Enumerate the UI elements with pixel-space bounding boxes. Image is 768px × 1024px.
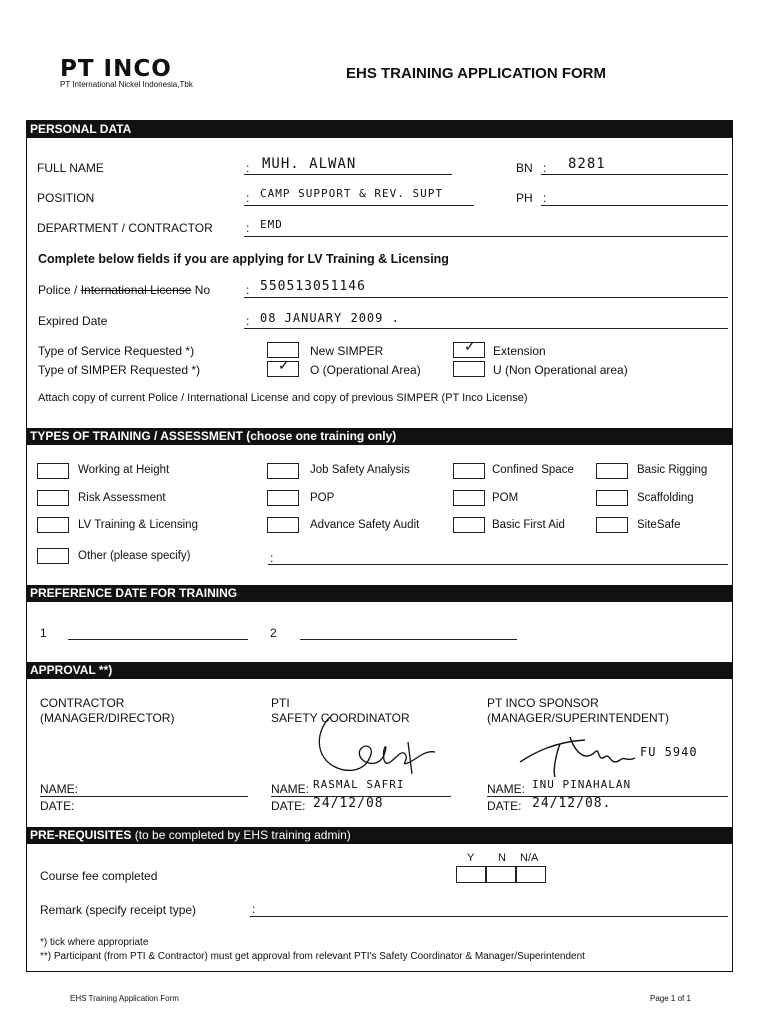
- yes-header: Y: [467, 852, 475, 864]
- training-checkbox[interactable]: [453, 490, 485, 506]
- training-option-label: POM: [492, 492, 519, 504]
- colon: :: [252, 902, 256, 916]
- training-option-label: Advance Safety Audit: [310, 519, 420, 531]
- course-fee-na-box[interactable]: [516, 866, 546, 883]
- training-checkbox[interactable]: [596, 463, 628, 479]
- full-name-line: [244, 174, 452, 175]
- footnote-tick: *) tick where appropriate: [40, 937, 149, 948]
- position-label: POSITION: [37, 191, 95, 205]
- section-title: APPROVAL **): [30, 663, 113, 677]
- department-label: DEPARTMENT / CONTRACTOR: [37, 221, 213, 235]
- ph-line: [541, 205, 728, 206]
- colon: :: [270, 551, 274, 565]
- training-checkbox[interactable]: [37, 463, 69, 479]
- sponsor-signature-note: FU 5940: [640, 745, 698, 759]
- contractor-name-label: NAME:: [40, 782, 79, 796]
- training-checkbox[interactable]: [453, 463, 485, 479]
- training-option-label: Basic First Aid: [492, 519, 565, 531]
- expired-date-label: Expired Date: [38, 314, 108, 328]
- preference-date-1-label: 1: [40, 626, 47, 640]
- form-title: EHS TRAINING APPLICATION FORM: [346, 65, 606, 82]
- police-label-part: Police /: [38, 283, 81, 297]
- colon: :: [246, 161, 250, 175]
- training-option-label: Confined Space: [492, 464, 574, 476]
- police-license-value[interactable]: 550513051146: [260, 279, 366, 294]
- training-option-label: POP: [310, 492, 335, 504]
- extension-checkbox[interactable]: [453, 338, 485, 358]
- new-simper-label: New SIMPER: [310, 344, 384, 358]
- training-checkbox[interactable]: [267, 463, 299, 479]
- contractor-title: CONTRACTOR: [40, 696, 125, 710]
- other-training-checkbox[interactable]: [37, 548, 69, 564]
- section-title: TYPES OF TRAINING / ASSESSMENT: [30, 429, 243, 443]
- training-checkbox[interactable]: [267, 490, 299, 506]
- section-prerequisites: [26, 827, 733, 844]
- ph-label: PH: [516, 191, 533, 205]
- bn-label: BN: [516, 161, 533, 175]
- pti-title: PTI: [271, 696, 290, 710]
- section-title: PERSONAL DATA: [30, 122, 132, 136]
- other-training-label: Other (please specify): [78, 550, 191, 562]
- section-note: (to be completed by EHS training admin): [131, 828, 351, 842]
- department-value[interactable]: EMD: [260, 218, 283, 231]
- sponsor-name-label: NAME:: [487, 782, 526, 796]
- service-type-label: Type of Service Requested *): [38, 344, 195, 358]
- operational-area-checkbox[interactable]: [267, 357, 299, 377]
- section-title: PRE-REQUISITES: [30, 828, 132, 842]
- company-logo: PT INCO: [60, 56, 172, 82]
- simper-type-label: Type of SIMPER Requested *): [38, 363, 201, 377]
- footer-left: EHS Training Application Form: [70, 994, 179, 1003]
- training-option-label: Working at Height: [78, 464, 170, 476]
- sponsor-date-value[interactable]: 24/12/08.: [532, 796, 612, 811]
- section-approval: [26, 662, 733, 679]
- lv-notice: Complete below fields if you are applying for LV Training & Licensing: [38, 252, 449, 266]
- bn-value[interactable]: 8281: [568, 156, 606, 172]
- police-label-struck: International License: [80, 283, 192, 297]
- colon: :: [246, 283, 250, 297]
- new-simper-checkbox[interactable]: [267, 342, 299, 358]
- company-logo-subtitle: PT International Nickel Indonesia,Tbk: [60, 80, 193, 89]
- tick-mark: ✓: [278, 357, 290, 373]
- remark-label: Remark (specify receipt type): [40, 903, 197, 917]
- section-note: (choose one training only): [242, 429, 397, 443]
- training-checkbox[interactable]: [453, 517, 485, 533]
- attach-note: Attach copy of current Police / International License and copy of previous SIMPER (PT Inco License): [38, 392, 528, 404]
- course-fee-label: Course fee completed: [40, 869, 158, 883]
- safety-coordinator-title: SAFETY COORDINATOR: [271, 711, 410, 725]
- section-personal-data: [26, 121, 733, 138]
- full-name-label: FULL NAME: [37, 161, 104, 175]
- training-checkbox[interactable]: [37, 490, 69, 506]
- course-fee-yes-box[interactable]: [456, 866, 486, 883]
- training-option-label: Scaffolding: [637, 492, 694, 504]
- sponsor-subtitle: (MANAGER/SUPERINTENDENT): [487, 711, 670, 725]
- contractor-date-label: DATE:: [40, 799, 75, 813]
- training-checkbox[interactable]: [596, 490, 628, 506]
- preference-date-2-line[interactable]: [300, 639, 517, 640]
- no-header: N: [498, 852, 506, 864]
- sponsor-name-value[interactable]: INU PINAHALAN: [532, 778, 632, 791]
- coordinator-date-value[interactable]: 24/12/08: [313, 796, 384, 811]
- coordinator-name-label: NAME:: [271, 782, 310, 796]
- preference-date-1-line[interactable]: [68, 639, 248, 640]
- colon: :: [246, 191, 250, 205]
- training-checkbox[interactable]: [596, 517, 628, 533]
- colon: :: [543, 161, 547, 175]
- coordinator-date-label: DATE:: [271, 799, 306, 813]
- training-option-label: Job Safety Analysis: [310, 464, 410, 476]
- section-preference-date: [26, 585, 733, 602]
- police-license-label: [38, 283, 210, 297]
- position-line: [244, 205, 474, 206]
- colon: :: [246, 314, 250, 328]
- sponsor-title: PT INCO SPONSOR: [487, 696, 599, 710]
- section-types-of-training: [26, 428, 733, 445]
- expired-line: [244, 328, 728, 329]
- footnote-approval: **) Participant (from PTI & Contractor) must get approval from relevant PTI's Safety Coordinator & Manager/Superintendent: [40, 951, 585, 962]
- training-option-label: LV Training & Licensing: [78, 519, 198, 531]
- training-checkbox[interactable]: [37, 517, 69, 533]
- preference-date-2-label: 2: [270, 626, 277, 640]
- extension-label: Extension: [493, 344, 546, 358]
- contractor-subtitle: (MANAGER/DIRECTOR): [40, 711, 175, 725]
- bn-line: [541, 174, 728, 175]
- operational-area-label: O (Operational Area): [310, 363, 421, 377]
- expired-date-value[interactable]: 08 JANUARY 2009 .: [260, 311, 400, 325]
- remark-line[interactable]: [250, 916, 728, 917]
- course-fee-no-box[interactable]: [486, 866, 516, 883]
- sponsor-date-label: DATE:: [487, 799, 522, 813]
- contractor-name-line[interactable]: [40, 796, 248, 797]
- colon: :: [543, 191, 547, 205]
- other-training-line[interactable]: [268, 564, 728, 565]
- tick-mark: ✓: [464, 338, 476, 354]
- training-option-label: Risk Assessment: [78, 492, 166, 504]
- coordinator-name-value[interactable]: RASMAL SAFRI: [313, 778, 405, 791]
- police-line: [244, 297, 728, 298]
- footer-page: Page 1 of 1: [650, 994, 691, 1003]
- section-title: PREFERENCE DATE FOR TRAINING: [30, 586, 238, 600]
- colon: :: [246, 221, 250, 235]
- form-frame: [26, 120, 733, 972]
- training-option-label: Basic Rigging: [637, 464, 708, 476]
- non-operational-area-checkbox[interactable]: [453, 361, 485, 377]
- full-name-value[interactable]: MUH. ALWAN: [262, 156, 357, 172]
- police-label-part: No: [191, 283, 211, 297]
- position-value[interactable]: CAMP SUPPORT & REV. SUPT: [260, 187, 443, 200]
- non-operational-area-label: U (Non Operational area): [493, 363, 628, 377]
- training-checkbox[interactable]: [267, 517, 299, 533]
- training-option-label: SiteSafe: [637, 519, 681, 531]
- na-header: N/A: [520, 852, 539, 864]
- department-line: [244, 236, 728, 237]
